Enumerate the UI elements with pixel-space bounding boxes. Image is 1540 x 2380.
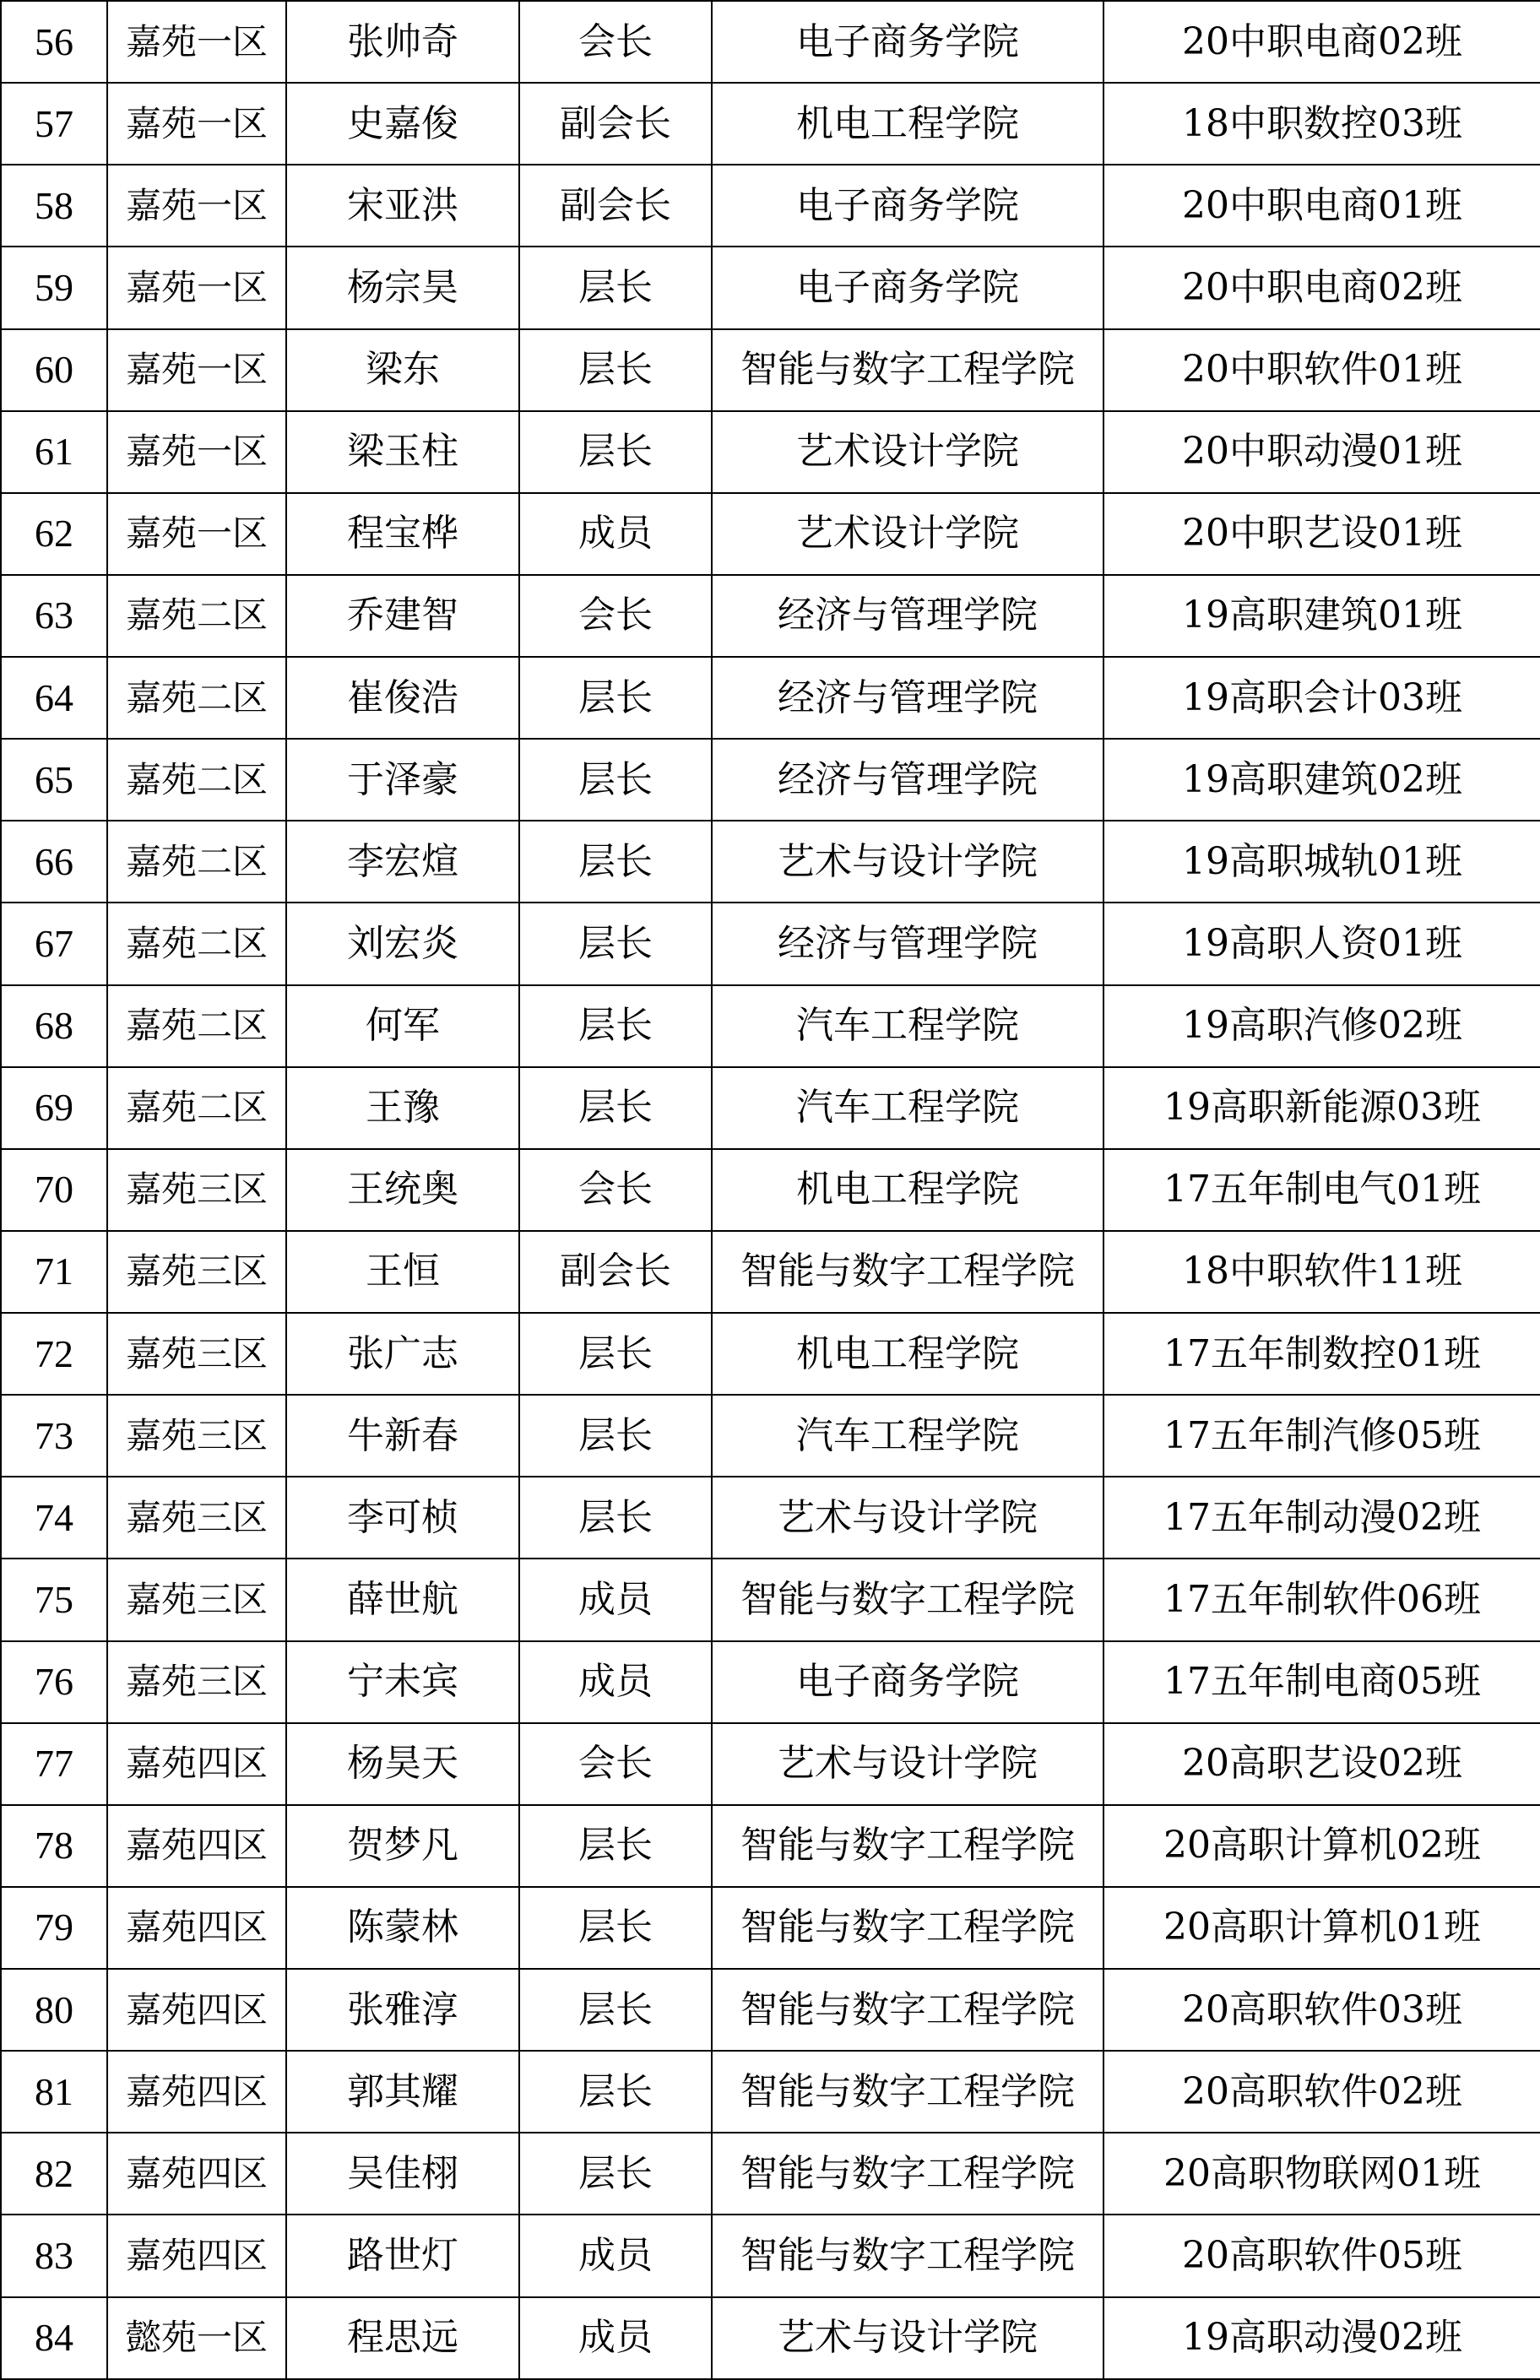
dorm-area-cell: 嘉苑四区 bbox=[107, 2133, 286, 2215]
class-name-cell: 17五年制电商05班 bbox=[1103, 1641, 1540, 1723]
role-cell: 层长 bbox=[519, 2051, 712, 2133]
student-name-cell: 于泽豪 bbox=[286, 739, 519, 821]
role-cell: 成员 bbox=[519, 2215, 712, 2296]
role-cell: 层长 bbox=[519, 1805, 712, 1887]
role-cell: 层长 bbox=[519, 739, 712, 821]
table-row bbox=[1, 1395, 1540, 1477]
row-number-cell: 63 bbox=[1, 575, 107, 657]
dorm-area-cell: 嘉苑二区 bbox=[107, 739, 286, 821]
table-row bbox=[1, 1559, 1540, 1640]
class-name-cell: 17五年制汽修05班 bbox=[1103, 1395, 1540, 1477]
college-cell: 汽车工程学院 bbox=[712, 1395, 1103, 1477]
class-name-cell: 19高职动漫02班 bbox=[1103, 2297, 1540, 2379]
role-cell: 会长 bbox=[519, 1723, 712, 1805]
class-name-cell: 19高职会计03班 bbox=[1103, 657, 1540, 739]
roster-body bbox=[1, 1, 1540, 2379]
dorm-area-cell: 嘉苑二区 bbox=[107, 821, 286, 903]
role-cell: 层长 bbox=[519, 1477, 712, 1559]
college-cell: 机电工程学院 bbox=[712, 1313, 1103, 1395]
class-name-cell: 17五年制数控01班 bbox=[1103, 1313, 1540, 1395]
class-name-cell: 17五年制动漫02班 bbox=[1103, 1477, 1540, 1559]
college-cell: 经济与管理学院 bbox=[712, 575, 1103, 657]
table-row bbox=[1, 83, 1540, 165]
table-row bbox=[1, 1477, 1540, 1559]
table-row bbox=[1, 493, 1540, 575]
class-name-cell: 20高职物联网01班 bbox=[1103, 2133, 1540, 2215]
role-cell: 会长 bbox=[519, 575, 712, 657]
student-name-cell: 贺梦凡 bbox=[286, 1805, 519, 1887]
row-number-cell: 60 bbox=[1, 329, 107, 411]
row-number-cell: 64 bbox=[1, 657, 107, 739]
student-name-cell: 吴佳栩 bbox=[286, 2133, 519, 2215]
class-name-cell: 20高职计算机01班 bbox=[1103, 1887, 1540, 1969]
student-name-cell: 杨宗昊 bbox=[286, 247, 519, 328]
table-row bbox=[1, 1313, 1540, 1395]
dorm-area-cell: 嘉苑一区 bbox=[107, 83, 286, 165]
dorm-area-cell: 嘉苑三区 bbox=[107, 1559, 286, 1640]
role-cell: 层长 bbox=[519, 247, 712, 328]
row-number-cell: 74 bbox=[1, 1477, 107, 1559]
student-name-cell: 王恒 bbox=[286, 1231, 519, 1313]
college-cell: 智能与数字工程学院 bbox=[712, 1887, 1103, 1969]
college-cell: 智能与数字工程学院 bbox=[712, 2051, 1103, 2133]
dorm-area-cell: 嘉苑一区 bbox=[107, 1, 286, 83]
dorm-area-cell: 嘉苑四区 bbox=[107, 2215, 286, 2296]
class-name-cell: 20高职软件03班 bbox=[1103, 1969, 1540, 2051]
role-cell: 会长 bbox=[519, 1149, 712, 1231]
college-cell: 智能与数字工程学院 bbox=[712, 2215, 1103, 2296]
student-name-cell: 李宏煊 bbox=[286, 821, 519, 903]
row-number-cell: 84 bbox=[1, 2297, 107, 2379]
table-row bbox=[1, 329, 1540, 411]
college-cell: 智能与数字工程学院 bbox=[712, 1559, 1103, 1640]
college-cell: 智能与数字工程学院 bbox=[712, 329, 1103, 411]
role-cell: 成员 bbox=[519, 1559, 712, 1640]
student-name-cell: 王豫 bbox=[286, 1067, 519, 1149]
table-row bbox=[1, 1231, 1540, 1313]
class-name-cell: 17五年制电气01班 bbox=[1103, 1149, 1540, 1231]
student-name-cell: 张雅淳 bbox=[286, 1969, 519, 2051]
class-name-cell: 19高职汽修02班 bbox=[1103, 985, 1540, 1067]
table-row bbox=[1, 657, 1540, 739]
student-name-cell: 路世灯 bbox=[286, 2215, 519, 2296]
role-cell: 成员 bbox=[519, 493, 712, 575]
dorm-area-cell: 嘉苑二区 bbox=[107, 575, 286, 657]
row-number-cell: 59 bbox=[1, 247, 107, 328]
student-name-cell: 牛新春 bbox=[286, 1395, 519, 1477]
row-number-cell: 83 bbox=[1, 2215, 107, 2296]
college-cell: 智能与数字工程学院 bbox=[712, 2133, 1103, 2215]
college-cell: 汽车工程学院 bbox=[712, 985, 1103, 1067]
row-number-cell: 70 bbox=[1, 1149, 107, 1231]
college-cell: 电子商务学院 bbox=[712, 247, 1103, 328]
dorm-area-cell: 嘉苑四区 bbox=[107, 1969, 286, 2051]
student-name-cell: 陈蒙林 bbox=[286, 1887, 519, 1969]
row-number-cell: 68 bbox=[1, 985, 107, 1067]
class-name-cell: 20中职动漫01班 bbox=[1103, 411, 1540, 493]
dorm-area-cell: 嘉苑四区 bbox=[107, 1805, 286, 1887]
role-cell: 层长 bbox=[519, 1887, 712, 1969]
row-number-cell: 69 bbox=[1, 1067, 107, 1149]
row-number-cell: 76 bbox=[1, 1641, 107, 1723]
role-cell: 成员 bbox=[519, 1641, 712, 1723]
table-row bbox=[1, 2215, 1540, 2296]
student-name-cell: 何军 bbox=[286, 985, 519, 1067]
college-cell: 机电工程学院 bbox=[712, 83, 1103, 165]
college-cell: 艺术与设计学院 bbox=[712, 821, 1103, 903]
role-cell: 层长 bbox=[519, 329, 712, 411]
table-row bbox=[1, 903, 1540, 984]
table-row bbox=[1, 1067, 1540, 1149]
row-number-cell: 58 bbox=[1, 165, 107, 247]
class-name-cell: 17五年制软件06班 bbox=[1103, 1559, 1540, 1640]
student-name-cell: 张帅奇 bbox=[286, 1, 519, 83]
dorm-area-cell: 嘉苑三区 bbox=[107, 1641, 286, 1723]
role-cell: 层长 bbox=[519, 985, 712, 1067]
table-row bbox=[1, 1149, 1540, 1231]
college-cell: 经济与管理学院 bbox=[712, 903, 1103, 984]
student-name-cell: 程思远 bbox=[286, 2297, 519, 2379]
student-name-cell: 宋亚洪 bbox=[286, 165, 519, 247]
dorm-area-cell: 嘉苑四区 bbox=[107, 2051, 286, 2133]
table-row bbox=[1, 1641, 1540, 1723]
college-cell: 智能与数字工程学院 bbox=[712, 1231, 1103, 1313]
class-name-cell: 19高职人资01班 bbox=[1103, 903, 1540, 984]
dorm-area-cell: 嘉苑三区 bbox=[107, 1231, 286, 1313]
class-name-cell: 20中职电商02班 bbox=[1103, 247, 1540, 328]
student-name-cell: 梁东 bbox=[286, 329, 519, 411]
table-row bbox=[1, 1887, 1540, 1969]
dorm-area-cell: 嘉苑一区 bbox=[107, 165, 286, 247]
role-cell: 层长 bbox=[519, 657, 712, 739]
row-number-cell: 78 bbox=[1, 1805, 107, 1887]
dorm-area-cell: 嘉苑二区 bbox=[107, 985, 286, 1067]
role-cell: 副会长 bbox=[519, 165, 712, 247]
dorm-area-cell: 嘉苑三区 bbox=[107, 1477, 286, 1559]
student-name-cell: 宁未宾 bbox=[286, 1641, 519, 1723]
student-name-cell: 梁玉柱 bbox=[286, 411, 519, 493]
class-name-cell: 20中职电商02班 bbox=[1103, 1, 1540, 83]
class-name-cell: 20中职电商01班 bbox=[1103, 165, 1540, 247]
row-number-cell: 65 bbox=[1, 739, 107, 821]
role-cell: 层长 bbox=[519, 1067, 712, 1149]
role-cell: 层长 bbox=[519, 1395, 712, 1477]
class-name-cell: 20中职软件01班 bbox=[1103, 329, 1540, 411]
role-cell: 层长 bbox=[519, 411, 712, 493]
row-number-cell: 61 bbox=[1, 411, 107, 493]
class-name-cell: 18中职数控03班 bbox=[1103, 83, 1540, 165]
student-name-cell: 崔俊浩 bbox=[286, 657, 519, 739]
row-number-cell: 67 bbox=[1, 903, 107, 984]
role-cell: 副会长 bbox=[519, 83, 712, 165]
class-name-cell: 20高职艺设02班 bbox=[1103, 1723, 1540, 1805]
student-name-cell: 史嘉俊 bbox=[286, 83, 519, 165]
class-name-cell: 20中职艺设01班 bbox=[1103, 493, 1540, 575]
row-number-cell: 77 bbox=[1, 1723, 107, 1805]
row-number-cell: 82 bbox=[1, 2133, 107, 2215]
student-name-cell: 杨昊天 bbox=[286, 1723, 519, 1805]
student-name-cell: 李可桢 bbox=[286, 1477, 519, 1559]
dorm-area-cell: 嘉苑二区 bbox=[107, 903, 286, 984]
role-cell: 层长 bbox=[519, 1969, 712, 2051]
college-cell: 电子商务学院 bbox=[712, 1641, 1103, 1723]
class-name-cell: 19高职建筑01班 bbox=[1103, 575, 1540, 657]
student-name-cell: 王统奥 bbox=[286, 1149, 519, 1231]
table-row bbox=[1, 247, 1540, 328]
class-name-cell: 18中职软件11班 bbox=[1103, 1231, 1540, 1313]
dorm-area-cell: 嘉苑一区 bbox=[107, 329, 286, 411]
dorm-area-cell: 嘉苑二区 bbox=[107, 1067, 286, 1149]
table-row bbox=[1, 1805, 1540, 1887]
table-row bbox=[1, 1969, 1540, 2051]
college-cell: 电子商务学院 bbox=[712, 165, 1103, 247]
table-row bbox=[1, 1723, 1540, 1805]
college-cell: 电子商务学院 bbox=[712, 1, 1103, 83]
table-row bbox=[1, 821, 1540, 903]
student-name-cell: 薛世航 bbox=[286, 1559, 519, 1640]
row-number-cell: 79 bbox=[1, 1887, 107, 1969]
table-row bbox=[1, 2051, 1540, 2133]
row-number-cell: 62 bbox=[1, 493, 107, 575]
college-cell: 经济与管理学院 bbox=[712, 739, 1103, 821]
student-name-cell: 程宝桦 bbox=[286, 493, 519, 575]
class-name-cell: 19高职城轨01班 bbox=[1103, 821, 1540, 903]
row-number-cell: 66 bbox=[1, 821, 107, 903]
table-row bbox=[1, 1, 1540, 83]
college-cell: 机电工程学院 bbox=[712, 1149, 1103, 1231]
dorm-area-cell: 嘉苑一区 bbox=[107, 247, 286, 328]
dorm-area-cell: 嘉苑三区 bbox=[107, 1395, 286, 1477]
dorm-area-cell: 嘉苑三区 bbox=[107, 1149, 286, 1231]
dorm-area-cell: 嘉苑一区 bbox=[107, 411, 286, 493]
college-cell: 艺术与设计学院 bbox=[712, 1477, 1103, 1559]
role-cell: 层长 bbox=[519, 903, 712, 984]
class-name-cell: 19高职新能源03班 bbox=[1103, 1067, 1540, 1149]
student-name-cell: 乔建智 bbox=[286, 575, 519, 657]
row-number-cell: 75 bbox=[1, 1559, 107, 1640]
row-number-cell: 73 bbox=[1, 1395, 107, 1477]
table-row bbox=[1, 165, 1540, 247]
role-cell: 副会长 bbox=[519, 1231, 712, 1313]
college-cell: 艺术设计学院 bbox=[712, 411, 1103, 493]
dorm-area-cell: 嘉苑四区 bbox=[107, 1887, 286, 1969]
class-name-cell: 20高职计算机02班 bbox=[1103, 1805, 1540, 1887]
student-name-cell: 郭其耀 bbox=[286, 2051, 519, 2133]
dorm-area-cell: 嘉苑一区 bbox=[107, 493, 286, 575]
role-cell: 层长 bbox=[519, 821, 712, 903]
dorm-area-cell: 嘉苑二区 bbox=[107, 657, 286, 739]
role-cell: 层长 bbox=[519, 1313, 712, 1395]
role-cell: 会长 bbox=[519, 1, 712, 83]
college-cell: 智能与数字工程学院 bbox=[712, 1969, 1103, 2051]
class-name-cell: 20高职软件02班 bbox=[1103, 2051, 1540, 2133]
college-cell: 智能与数字工程学院 bbox=[712, 1805, 1103, 1887]
role-cell: 层长 bbox=[519, 2133, 712, 2215]
class-name-cell: 20高职软件05班 bbox=[1103, 2215, 1540, 2296]
college-cell: 艺术与设计学院 bbox=[712, 1723, 1103, 1805]
college-cell: 经济与管理学院 bbox=[712, 657, 1103, 739]
row-number-cell: 71 bbox=[1, 1231, 107, 1313]
dorm-area-cell: 嘉苑三区 bbox=[107, 1313, 286, 1395]
row-number-cell: 81 bbox=[1, 2051, 107, 2133]
row-number-cell: 80 bbox=[1, 1969, 107, 2051]
student-name-cell: 张广志 bbox=[286, 1313, 519, 1395]
table-row bbox=[1, 2297, 1540, 2379]
college-cell: 艺术设计学院 bbox=[712, 493, 1103, 575]
table-row bbox=[1, 739, 1540, 821]
role-cell: 成员 bbox=[519, 2297, 712, 2379]
college-cell: 汽车工程学院 bbox=[712, 1067, 1103, 1149]
student-name-cell: 刘宏炎 bbox=[286, 903, 519, 984]
class-name-cell: 19高职建筑02班 bbox=[1103, 739, 1540, 821]
table-row bbox=[1, 411, 1540, 493]
row-number-cell: 56 bbox=[1, 1, 107, 83]
row-number-cell: 72 bbox=[1, 1313, 107, 1395]
table-row bbox=[1, 2133, 1540, 2215]
college-cell: 艺术与设计学院 bbox=[712, 2297, 1103, 2379]
table-row bbox=[1, 985, 1540, 1067]
dorm-area-cell: 懿苑一区 bbox=[107, 2297, 286, 2379]
row-number-cell: 57 bbox=[1, 83, 107, 165]
dorm-area-cell: 嘉苑四区 bbox=[107, 1723, 286, 1805]
table-row bbox=[1, 575, 1540, 657]
